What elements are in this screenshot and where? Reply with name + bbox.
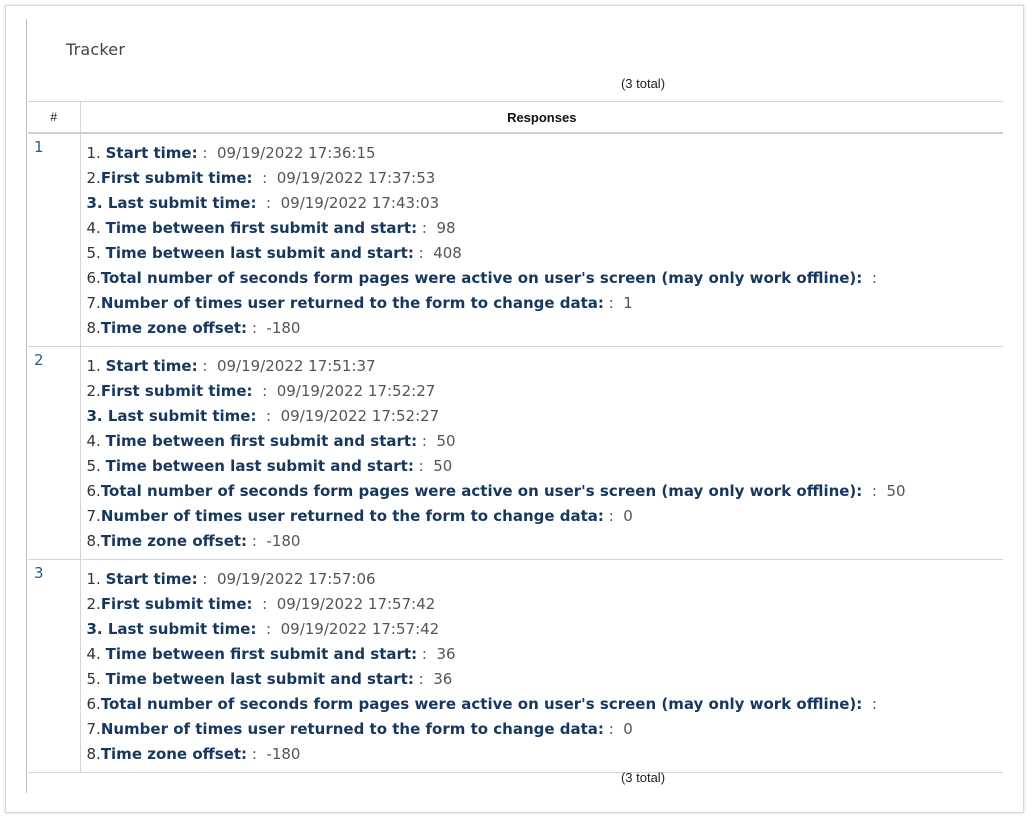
row-number: 2 — [28, 347, 80, 560]
item-number: 4. — [86, 645, 106, 663]
item-number: 7. — [86, 294, 101, 312]
item-number: 8. — [86, 745, 101, 763]
item-separator: : — [197, 144, 217, 162]
list-item — [87, 504, 1004, 529]
item-label: Number of times user returned to the form to change data: — [100, 720, 604, 738]
list-item — [87, 354, 1004, 379]
page-title: Tracker — [66, 40, 126, 59]
item-separator: : — [413, 670, 434, 688]
item-label: Time between last submit and start: — [105, 457, 414, 475]
item-value: 36 — [433, 670, 453, 688]
list-item — [87, 454, 1004, 479]
item-value: 09/19/2022 17:52:27 — [276, 382, 436, 400]
list-item — [87, 216, 1004, 241]
item-label: Start time: — [105, 144, 198, 162]
list-item — [87, 316, 1004, 341]
item-separator: : — [247, 745, 267, 763]
list-item — [87, 191, 1004, 216]
list-item — [87, 567, 1004, 592]
item-separator: : — [603, 720, 624, 738]
item-label: Start time: — [105, 570, 198, 588]
item-separator: : — [197, 570, 217, 588]
list-item — [87, 166, 1004, 191]
item-label: Last submit time: — [107, 620, 257, 638]
item-label: Time between first submit and start: — [105, 432, 418, 450]
item-number: 8. — [86, 532, 101, 550]
item-label: Time between first submit and start: — [105, 645, 418, 663]
list-item — [87, 642, 1004, 667]
item-number: 2. — [86, 169, 101, 187]
item-label: First submit time: — [100, 382, 253, 400]
item-number: 1. — [86, 357, 106, 375]
item-number: 6. — [86, 695, 101, 713]
item-number: 1. — [86, 144, 106, 162]
item-number: 3. — [86, 620, 108, 638]
response-list — [81, 134, 1004, 346]
item-number: 8. — [86, 319, 101, 337]
item-label: Time zone offset: — [100, 745, 248, 763]
item-number: 1. — [86, 570, 106, 588]
item-value: 50 — [433, 457, 453, 475]
item-value: 50 — [436, 432, 456, 450]
list-item — [87, 429, 1004, 454]
item-label: Total number of seconds form pages were active on user's screen (may only work offline): — [100, 269, 863, 287]
row-number: 1 — [28, 133, 80, 347]
total-count-top: (3 total) — [620, 76, 666, 91]
item-label: Number of times user returned to the form to change data: — [100, 294, 604, 312]
item-separator: : — [197, 357, 217, 375]
item-value: 36 — [436, 645, 456, 663]
list-item — [87, 692, 1004, 717]
list-item — [87, 717, 1004, 742]
item-number: 4. — [86, 219, 106, 237]
item-separator: : — [413, 244, 434, 262]
item-number: 6. — [86, 269, 101, 287]
list-item — [87, 404, 1004, 429]
row-number: 3 — [28, 560, 80, 773]
list-item — [87, 617, 1004, 642]
list-item — [87, 291, 1004, 316]
item-separator: : — [247, 319, 267, 337]
item-separator: : — [862, 269, 887, 287]
item-value: 0 — [623, 720, 633, 738]
item-label: First submit time: — [100, 595, 253, 613]
list-item — [87, 141, 1004, 166]
item-separator: : — [417, 219, 437, 237]
item-number: 7. — [86, 507, 101, 525]
item-separator: : — [247, 532, 267, 550]
item-label: Last submit time: — [107, 407, 257, 425]
item-number: 3. — [86, 407, 108, 425]
item-number: 3. — [86, 194, 108, 212]
item-label: Time zone offset: — [100, 319, 248, 337]
column-header-number[interactable]: # — [28, 102, 80, 134]
item-label: Time between first submit and start: — [105, 219, 418, 237]
item-value: -180 — [266, 319, 301, 337]
responses-table — [28, 101, 1003, 773]
table-row — [28, 560, 1003, 773]
item-value: -180 — [266, 532, 301, 550]
item-separator: : — [252, 169, 277, 187]
item-number: 5. — [86, 670, 106, 688]
item-value: 98 — [436, 219, 456, 237]
item-separator: : — [252, 595, 277, 613]
item-separator: : — [862, 482, 887, 500]
item-label: Number of times user returned to the form to change data: — [100, 507, 604, 525]
item-separator: : — [417, 645, 437, 663]
item-number: 7. — [86, 720, 101, 738]
item-label: Total number of seconds form pages were active on user's screen (may only work offline): — [100, 482, 863, 500]
item-separator: : — [417, 432, 437, 450]
item-separator: : — [603, 294, 624, 312]
item-value: 09/19/2022 17:37:53 — [276, 169, 436, 187]
item-number: 4. — [86, 432, 106, 450]
item-value: 1 — [623, 294, 633, 312]
item-value: 09/19/2022 17:57:42 — [280, 620, 440, 638]
list-item — [87, 379, 1004, 404]
item-value: 09/19/2022 17:36:15 — [216, 144, 376, 162]
item-separator: : — [256, 407, 281, 425]
item-label: Last submit time: — [107, 194, 257, 212]
item-label: Time zone offset: — [100, 532, 248, 550]
response-cell — [80, 133, 1003, 347]
left-divider — [26, 19, 27, 793]
item-value: 50 — [886, 482, 906, 500]
item-separator: : — [862, 695, 887, 713]
item-value: 09/19/2022 17:43:03 — [280, 194, 440, 212]
item-number: 5. — [86, 244, 106, 262]
item-value: 09/19/2022 17:57:42 — [276, 595, 436, 613]
list-item — [87, 529, 1004, 554]
item-label: Start time: — [105, 357, 198, 375]
item-separator: : — [413, 457, 434, 475]
list-item — [87, 592, 1004, 617]
item-label: Time between last submit and start: — [105, 244, 414, 262]
item-value: 09/19/2022 17:57:06 — [216, 570, 376, 588]
list-item — [87, 479, 1004, 504]
item-number: 2. — [86, 382, 101, 400]
item-value: -180 — [266, 745, 301, 763]
column-header-responses[interactable]: Responses — [80, 102, 1003, 134]
response-cell — [80, 560, 1003, 773]
item-label: Time between last submit and start: — [105, 670, 414, 688]
list-item — [87, 667, 1004, 692]
table-header-row — [28, 102, 1003, 134]
item-number: 6. — [86, 482, 101, 500]
list-item — [87, 241, 1004, 266]
list-item — [87, 742, 1004, 767]
item-separator: : — [252, 382, 277, 400]
response-list — [81, 560, 1004, 772]
item-separator: : — [256, 194, 281, 212]
item-separator: : — [256, 620, 281, 638]
item-value: 408 — [433, 244, 462, 262]
item-label: First submit time: — [100, 169, 253, 187]
response-list — [81, 347, 1004, 559]
item-value: 09/19/2022 17:51:37 — [216, 357, 376, 375]
item-number: 5. — [86, 457, 106, 475]
table-row — [28, 133, 1003, 347]
response-cell — [80, 347, 1003, 560]
item-separator: : — [603, 507, 624, 525]
item-label: Total number of seconds form pages were active on user's screen (may only work offline): — [100, 695, 863, 713]
table-row — [28, 347, 1003, 560]
item-value: 0 — [623, 507, 633, 525]
item-number: 2. — [86, 595, 101, 613]
total-count-bottom: (3 total) — [620, 770, 666, 785]
list-item — [87, 266, 1004, 291]
item-value: 09/19/2022 17:52:27 — [280, 407, 440, 425]
